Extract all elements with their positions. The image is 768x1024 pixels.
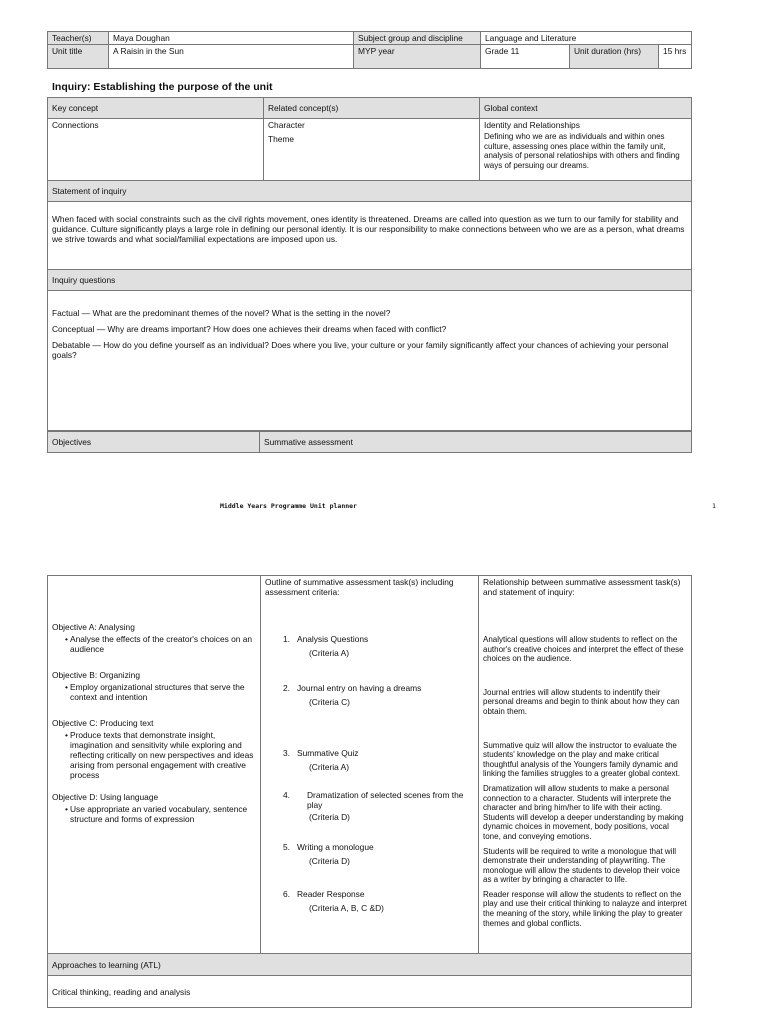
related-concept-label: Related concept(s): [264, 98, 480, 119]
task-1-num: 1.: [283, 634, 290, 644]
conceptual-question: Conceptual — Why are dreams important? How does one achieves their dreams when faced with conflict?: [52, 324, 447, 334]
task-5-name: [283, 842, 474, 852]
task-2-title: Journal entry on having a dreams: [296, 683, 422, 693]
objective-b-title: Objective B: Organizing: [52, 670, 140, 680]
task-6-title: Reader Response: [296, 889, 365, 899]
footer-text: Middle Years Programme Unit planner: [220, 502, 357, 510]
subject-label: Subject group and discipline: [354, 32, 481, 45]
subject-value: Language and Literature: [481, 32, 692, 45]
objective-d-title: Objective D: Using language: [52, 792, 159, 802]
task-6: [265, 889, 474, 913]
task-6-name: [283, 889, 474, 899]
objective-a-bullet: • Analyse the effects of the creator's choices on an audience: [70, 634, 255, 654]
unit-header-table: [47, 31, 692, 69]
relationship-5: Students will be required to write a monologue that will demonstrate their understanding of playwriting. The monologue will allow the students to develop their voice as a writer by bringing a character to life.: [483, 846, 681, 885]
teacher-label: Teacher(s): [48, 32, 109, 45]
task-2-num: 2.: [283, 683, 290, 693]
duration-value: 15 hrs: [659, 45, 692, 69]
myp-year-value: Grade 11: [481, 45, 570, 69]
outline-column: [261, 576, 479, 954]
task-4-name: [283, 790, 474, 810]
task-4-title: Dramatization of selected scenes from the play: [307, 790, 464, 810]
task-2-name: [283, 683, 474, 693]
global-context-label: Global context: [480, 98, 692, 119]
objective-d: [52, 792, 255, 824]
statement-value: When faced with social constraints such as the civil rights movement, ones identity is threatened. Dreams are called into question as we turn to our family for stability and guidance. Culture significantly plays a large role in defining our personal identiy. It is our responsibility to make connections between who we are as a person, what dreams we strive towards and what social/familial expectations are imposed upon us.: [48, 202, 692, 270]
task-1-name: [283, 634, 474, 644]
objective-c: [52, 718, 255, 780]
statement-label: Statement of inquiry: [48, 181, 692, 202]
task-6-criteria: (Criteria A, B, C &D): [309, 903, 384, 913]
task-4: [265, 790, 474, 822]
questions-label: Inquiry questions: [48, 270, 692, 291]
objectives-label: Objectives: [48, 432, 260, 453]
task-4-num: 4.: [283, 790, 290, 800]
global-context-desc: Defining who we are as individuals and within ones culture, assessing ones place within the family unit, analysis of personal relatioships with others and finding ways of persuing our dreams.: [484, 132, 680, 170]
key-concept-value: Connections: [48, 119, 264, 181]
task-5-title: Writing a monologue: [296, 842, 374, 852]
task-1: [265, 634, 474, 658]
relationship-2: Journal entries will allow students to indentify their personal dreams and begin to think about how they can obtain them.: [483, 687, 680, 716]
key-concept-label: Key concept: [48, 98, 264, 119]
related-concept-1: Character: [268, 120, 305, 130]
outline-header: Outline of summative assessment task(s) including assessment criteria:: [265, 577, 454, 597]
objectives-column: [48, 576, 261, 954]
atl-value: Critical thinking, reading and analysis: [48, 976, 692, 1008]
task-3-criteria: (Criteria A): [309, 762, 350, 772]
task-1-title: Analysis Questions: [296, 634, 369, 644]
objective-d-bullet: • Use appropriate an varied vocabulary, sentence structure and forms of expression: [70, 804, 255, 824]
inquiry-table: [47, 97, 692, 431]
page-number: 1: [712, 502, 716, 510]
task-6-num: 6.: [283, 889, 290, 899]
relationship-4: Dramatization will allow students to make a personal connection to a character. Students will interprete the character and bring him/her to life with their acting. Students will develop a deeper understanding by making dynamic choices in movement, body positions, vocal tone, and conveying emotions.: [483, 783, 684, 841]
summative-label: Summative assessment: [260, 432, 692, 453]
objective-c-bullet: • Produce texts that demonstrate insight, imagination and sensitivity while exploring and reflecting critically on new perspectives and ideas arising from personal engagement with creative process: [70, 730, 255, 780]
global-context-title: Identity and Relationships: [484, 120, 580, 130]
task-5-num: 5.: [283, 842, 290, 852]
objective-b: [52, 670, 255, 702]
relationship-1: Analytical questions will allow students to reflect on the author's creative choices and interpret the effect of these choices on the audience.: [483, 635, 684, 664]
objective-b-bullet: • Employ organizational structures that serve the context and intention: [70, 682, 255, 702]
atl-label: Approaches to learning (ATL): [48, 954, 692, 976]
relationship-3: Summative quiz will allow the instructor to evaluate the students' knowledge on the play and make critical thoughtful analysis of the Youngers family dynamic and linking the families struggles to a greater global context.: [483, 740, 680, 779]
task-5-criteria: (Criteria D): [309, 856, 350, 866]
unit-title-value: A Raisin in the Sun: [109, 45, 354, 69]
task-3-num: 3.: [283, 748, 290, 758]
task-1-criteria: (Criteria A): [309, 648, 350, 658]
task-2-criteria: (Criteria C): [309, 697, 350, 707]
related-concept-values: [264, 119, 480, 181]
debatable-question: Debatable — How do you define yourself as an individual? Does where you live, your culture or your family significantly affect your chances of achieving your personal goals?: [52, 340, 669, 360]
questions-cell: [48, 291, 692, 431]
inquiry-heading: Inquiry: Establishing the purpose of the unit: [52, 81, 273, 93]
relationship-6: Reader response will allow the students to reflect on the play and use their critical thinking to nalayze and interpret the meaning of the story, while linking the play to greater themes and global conflicts.: [483, 889, 687, 928]
objectives-strip: [47, 431, 692, 453]
objective-c-title: Objective C: Producing text: [52, 718, 154, 728]
duration-label: Unit duration (hrs): [570, 45, 659, 69]
myp-year-label: MYP year: [354, 45, 481, 69]
objective-a-title: Objective A: Analysing: [52, 622, 135, 632]
task-3-name: [283, 748, 474, 758]
relationship-column: [479, 576, 692, 954]
task-4-criteria: (Criteria D): [309, 812, 350, 822]
unit-title-label: Unit title: [48, 45, 109, 69]
factual-question: Factual — What are the predominant themes of the novel? What is the setting in the novel?: [52, 308, 391, 318]
related-concept-2: Theme: [268, 134, 295, 144]
task-3-title: Summative Quiz: [296, 748, 359, 758]
objective-a: [52, 622, 255, 654]
task-5: [265, 842, 474, 866]
relationship-header: Relationship between summative assessment task(s) and statement of inquiry:: [483, 577, 681, 597]
global-context-values: [480, 119, 692, 181]
assessment-table: [47, 575, 692, 1008]
task-2: [265, 683, 474, 707]
teacher-value: Maya Doughan: [109, 32, 354, 45]
task-3: [265, 748, 474, 772]
